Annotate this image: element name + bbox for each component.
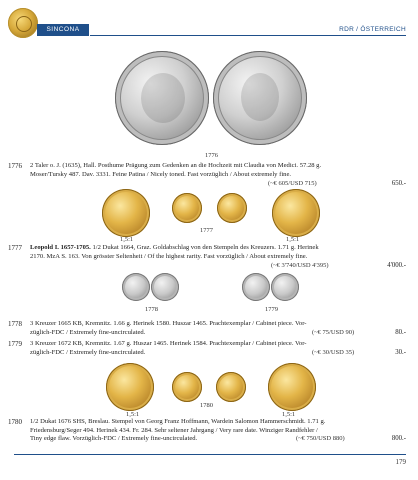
lot-1780-caption: 1780 xyxy=(200,402,213,409)
lot-1779-description xyxy=(30,340,355,357)
lot-1779-caption: 1779 xyxy=(265,306,278,313)
lot-1779-estimate: (~€ 30/USD 35) xyxy=(312,349,355,356)
lot-1778-caption: 1778 xyxy=(145,306,158,313)
lot-1777-obverse-enlarged-image xyxy=(102,189,150,237)
lot-1780-obverse-enlarged-image xyxy=(106,363,154,411)
lot-1778-description xyxy=(30,320,355,337)
lot-1777-number: 1777 xyxy=(8,244,22,252)
lot-1777-line1 xyxy=(30,244,355,253)
lot-1777-obverse-image xyxy=(172,193,202,223)
sincona-logo-coin xyxy=(8,8,38,38)
lot-1780-obverse-image xyxy=(172,372,202,402)
lot-1778-estimate: (~€ 75/USD 90) xyxy=(312,329,355,336)
lot-1780-price: 800.- xyxy=(391,435,406,442)
lot-1779-price: 30.- xyxy=(395,349,406,356)
lot-1780-line2: Friedensburg/Seger 494. Herinek 434. Fr. 284. Sehr seltener Jahrgang / Very rare date. Winziger Randfehler / xyxy=(30,426,318,434)
lot-1777-reverse-image xyxy=(217,193,247,223)
lot-1780-scale-left: 1,5:1 xyxy=(126,411,140,418)
lot-1778-obverse-image xyxy=(122,273,150,301)
lot-1777-line2: 2170. MzA S. 163. Von grösster Seltenheit / Of the highest rarity. Fast vorzüglich / About extremely fine. xyxy=(30,252,308,260)
lot-1780-estimate: (~€ 750/USD 880) xyxy=(296,435,345,442)
lot-1777-line1-text: 1/2 Dukat 1664, Graz. Goldabschlag von den Stempeln des Kreuzers. 1.71 g. Herinek xyxy=(90,244,319,251)
category-heading: RDR / ÖSTERREICH xyxy=(339,26,406,33)
lot-1779-obverse-image xyxy=(242,273,270,301)
lot-1780-reverse-image xyxy=(216,372,246,402)
lot-1780-scale-right: 1,5:1 xyxy=(282,411,296,418)
lot-1779-number: 1779 xyxy=(8,340,22,348)
brand-label: SINCONA xyxy=(37,24,89,36)
lot-1778-number: 1778 xyxy=(8,320,22,328)
lot-1776-caption: 1776 xyxy=(205,152,218,159)
lot-1776-line1: 2 Taler o. J. (1635), Hall. Posthume Prägung zum Gedenken an die Hochzeit mit Claudia von Medici. 57.28 g. xyxy=(30,162,322,169)
lot-1776-reverse-image xyxy=(213,51,307,145)
lot-1780-reverse-enlarged-image xyxy=(268,363,316,411)
lot-1780-line3: Tiny edge flaw. Vorzüglich-FDC / Extremely fine-uncirculated. xyxy=(30,435,198,443)
lot-1776-price: 650.- xyxy=(391,180,406,187)
lot-1778-line2: züglich-FDC / Extremely fine-uncirculated. xyxy=(30,328,146,336)
lot-1778-price: 80.- xyxy=(395,329,406,336)
lot-1779-line1: 3 Kreuzer 1672 KB, Kremnitz. 1.67 g. Huszar 1465. Herinek 1584. Prachtexemplar / Cabinet piece. Vor- xyxy=(30,340,307,347)
lot-1779-reverse-image xyxy=(271,273,299,301)
lot-1776-obverse-image xyxy=(115,51,209,145)
footer-divider xyxy=(14,454,406,455)
lot-1776-line2: Moser/Tursky 487. Dav. 3331. Feine Patina / Nicely toned. Fast vorzüglich / About extremely fine. xyxy=(30,170,292,178)
lot-1777-scale-left: 1,5:1 xyxy=(120,236,134,243)
lot-1777-caption: 1777 xyxy=(200,227,213,234)
lot-1776-description xyxy=(30,162,355,179)
lot-1777-price: 4'000.- xyxy=(387,262,406,269)
lot-1777-description xyxy=(30,244,355,261)
lot-1776-number: 1776 xyxy=(8,162,22,170)
lot-1777-reverse-enlarged-image xyxy=(272,189,320,237)
lot-1780-number: 1780 xyxy=(8,418,22,426)
lot-1778-reverse-image xyxy=(151,273,179,301)
page-number: 179 xyxy=(395,458,406,466)
lot-1776-estimate: (~€ 605/USD 715) xyxy=(268,180,317,187)
lot-1777-scale-right: 1,5:1 xyxy=(286,236,300,243)
coin-icon xyxy=(16,16,32,32)
lot-1779-line2: züglich-FDC / Extremely fine-uncirculated. xyxy=(30,348,146,356)
lot-1777-estimate: (~€ 3'740/USD 4'395) xyxy=(271,262,329,269)
header-divider xyxy=(90,35,406,36)
lot-1778-line1: 3 Kreuzer 1665 KB, Kremnitz. 1.66 g. Herinek 1580. Huszar 1465. Prachtexemplar / Cabinet piece. Vor- xyxy=(30,320,307,327)
lot-1777-ruler: Leopold I. 1657-1705. xyxy=(30,244,91,251)
lot-1780-line1: 1/2 Dukat 1676 SHS, Breslau. Stempel von Georg Franz Hoffmann, Wardein Salomon Hammerschmidt. 1.71 g. xyxy=(30,418,326,425)
